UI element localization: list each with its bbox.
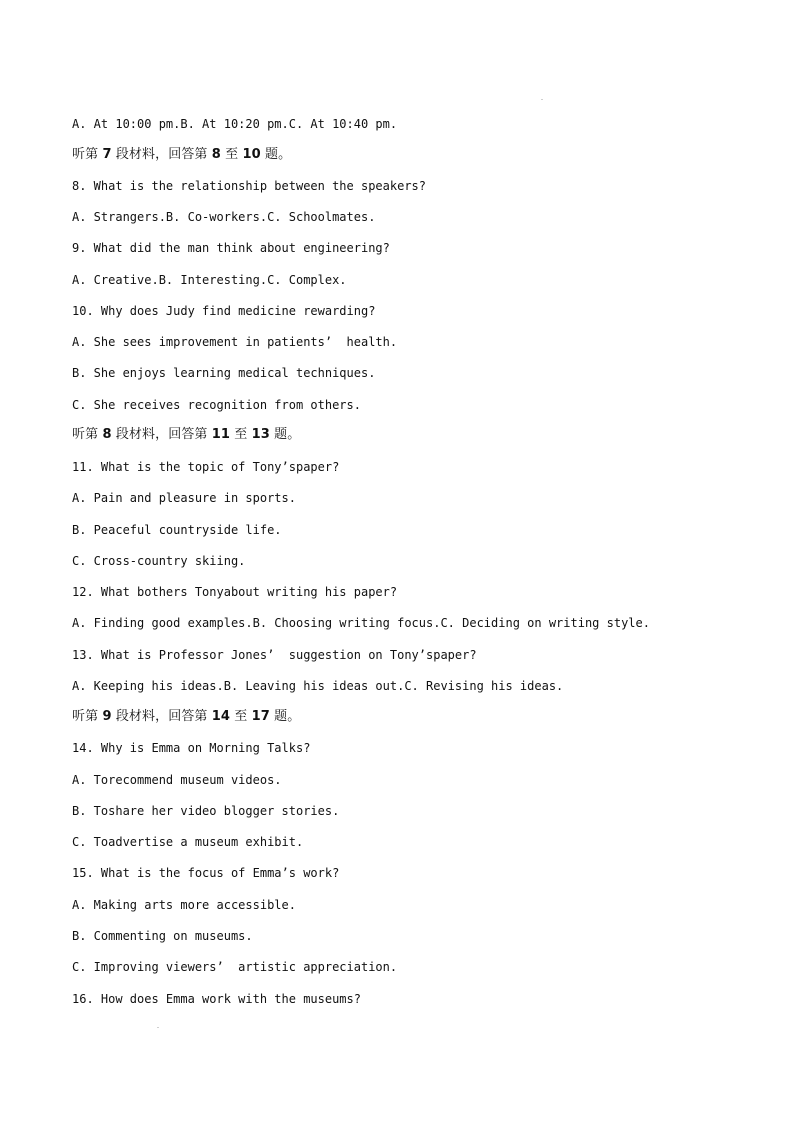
answer-option-11a: A. Pain and pleasure in sports. bbox=[72, 491, 296, 505]
heading-text: 至 bbox=[220, 147, 243, 162]
question-13: 13. What is Professor Jones’ suggestion on Tony’spaper? bbox=[72, 648, 477, 662]
heading-text: 听第 bbox=[72, 709, 103, 724]
question-9: 9. What did the man think about engineering? bbox=[72, 241, 390, 255]
answer-option-14a: A. Torecommend museum videos. bbox=[72, 773, 282, 787]
heading-number: 17 bbox=[251, 709, 270, 724]
answer-option-15c: C. Improving viewers’ artistic appreciation. bbox=[72, 960, 398, 974]
answer-option-10b: B. She enjoys learning medical techniques. bbox=[72, 366, 376, 380]
heading-text: 题。 bbox=[269, 427, 301, 442]
answer-option-15b: B. Commenting on museums. bbox=[72, 929, 253, 943]
answer-option-11b: B. Peaceful countryside life. bbox=[72, 523, 282, 537]
heading-number: 13 bbox=[251, 427, 270, 442]
heading-text: 至 bbox=[230, 709, 252, 724]
heading-number: 10 bbox=[242, 147, 261, 162]
heading-number: 7 bbox=[102, 147, 112, 162]
section-heading-9 bbox=[72, 709, 300, 725]
heading-number: 9 bbox=[102, 709, 112, 724]
section-heading-8 bbox=[72, 427, 300, 443]
section-heading-7 bbox=[72, 147, 291, 163]
answer-option-15a: A. Making arts more accessible. bbox=[72, 898, 296, 912]
question-8: 8. What is the relationship between the speakers? bbox=[72, 179, 427, 193]
heading-text: 题。 bbox=[260, 147, 292, 162]
heading-text: 段材料，回答第 bbox=[111, 427, 212, 442]
answer-option-10c: C. She receives recognition from others. bbox=[72, 398, 361, 412]
heading-text: 听第 bbox=[72, 147, 103, 162]
heading-text: 段材料，回答第 bbox=[111, 709, 212, 724]
question-10: 10. Why does Judy find medicine rewarding? bbox=[72, 304, 376, 318]
heading-text: 段材料，回答第 bbox=[111, 147, 212, 162]
question-15: 15. What is the focus of Emma’s work? bbox=[72, 866, 340, 880]
question-11: 11. What is the topic of Tony’spaper? bbox=[72, 460, 340, 474]
heading-text: 至 bbox=[230, 427, 252, 442]
answer-option-14b: B. Toshare her video blogger stories. bbox=[72, 804, 340, 818]
heading-text: 题。 bbox=[269, 709, 301, 724]
answer-options-q7: A. At 10:00 pm.B. At 10:20 pm.C. At 10:40 pm. bbox=[72, 117, 398, 131]
question-16: 16. How does Emma work with the museums? bbox=[72, 992, 361, 1006]
heading-number: 11 bbox=[211, 427, 231, 442]
heading-number: 8 bbox=[211, 147, 221, 162]
answer-option-14c: C. Toadvertise a museum exhibit. bbox=[72, 835, 304, 849]
answer-option-11c: C. Cross-country skiing. bbox=[72, 554, 246, 568]
heading-text: 听第 bbox=[72, 427, 103, 442]
answer-options-q8: A. Strangers.B. Co-workers.C. Schoolmates. bbox=[72, 210, 376, 224]
answer-options-q9: A. Creative.B. Interesting.C. Complex. bbox=[72, 273, 347, 287]
scan-speck bbox=[157, 1027, 159, 1028]
question-12: 12. What bothers Tonyabout writing his paper? bbox=[72, 585, 398, 599]
heading-number: 8 bbox=[102, 427, 112, 442]
answer-options-q13: A. Keeping his ideas.B. Leaving his ideas out.C. Revising his ideas. bbox=[72, 679, 564, 693]
answer-option-10a: A. She sees improvement in patients’ health. bbox=[72, 335, 398, 349]
answer-options-q12: A. Finding good examples.B. Choosing writing focus.C. Deciding on writing style. bbox=[72, 616, 650, 630]
scan-speck bbox=[541, 99, 543, 100]
heading-number: 14 bbox=[211, 709, 231, 724]
question-14: 14. Why is Emma on Morning Talks? bbox=[72, 741, 311, 755]
